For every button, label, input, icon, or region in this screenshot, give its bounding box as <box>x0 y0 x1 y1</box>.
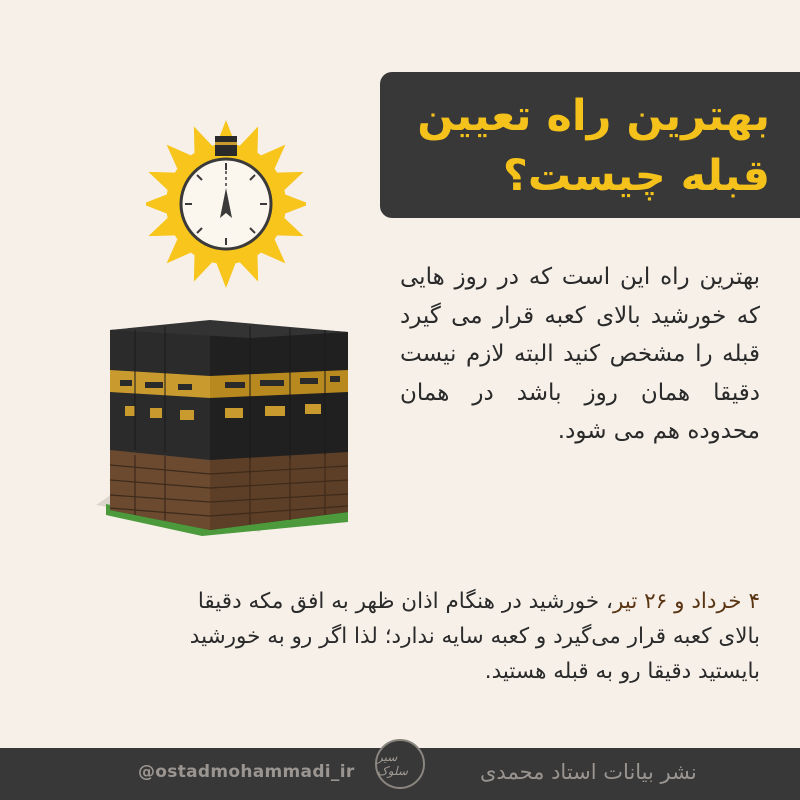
title-box <box>380 72 800 218</box>
body-paragraph: بهترین راه این است که در روز هایی که خورشید بالای کعبه قرار می گیرد قبله را مشخص کنید البته لازم نیست دقیقا همان روز باشد در همان محدوده هم می شود. <box>400 264 760 444</box>
bottom-paragraph-text: ، خورشید در هنگام اذان ظهر به افق مکه دقیقا بالای کعبه قرار می‌گیرد و کعبه سایه ندارد؛ لذا اگر رو به خورشید بایستید دقیقا رو به قبله هستید. <box>189 589 760 684</box>
bottom-paragraph <box>180 584 760 689</box>
highlight-dates: ۴ خرداد و ۲۶ تیر <box>612 589 760 614</box>
social-handle[interactable]: @ostadmohammadi_ir <box>138 762 355 782</box>
seal-logo <box>375 739 425 789</box>
kaaba-illustration <box>90 310 380 550</box>
sun-compass-icon <box>146 118 306 290</box>
page-title-line-1: بهترین راه تعیین <box>417 91 770 141</box>
page-title-line-2: قبله چیست؟ <box>502 151 770 201</box>
seal-logo-text: سیر سلوک <box>377 750 408 778</box>
publisher-logo-text: نشر بیانات استاد محمدی <box>480 760 697 784</box>
